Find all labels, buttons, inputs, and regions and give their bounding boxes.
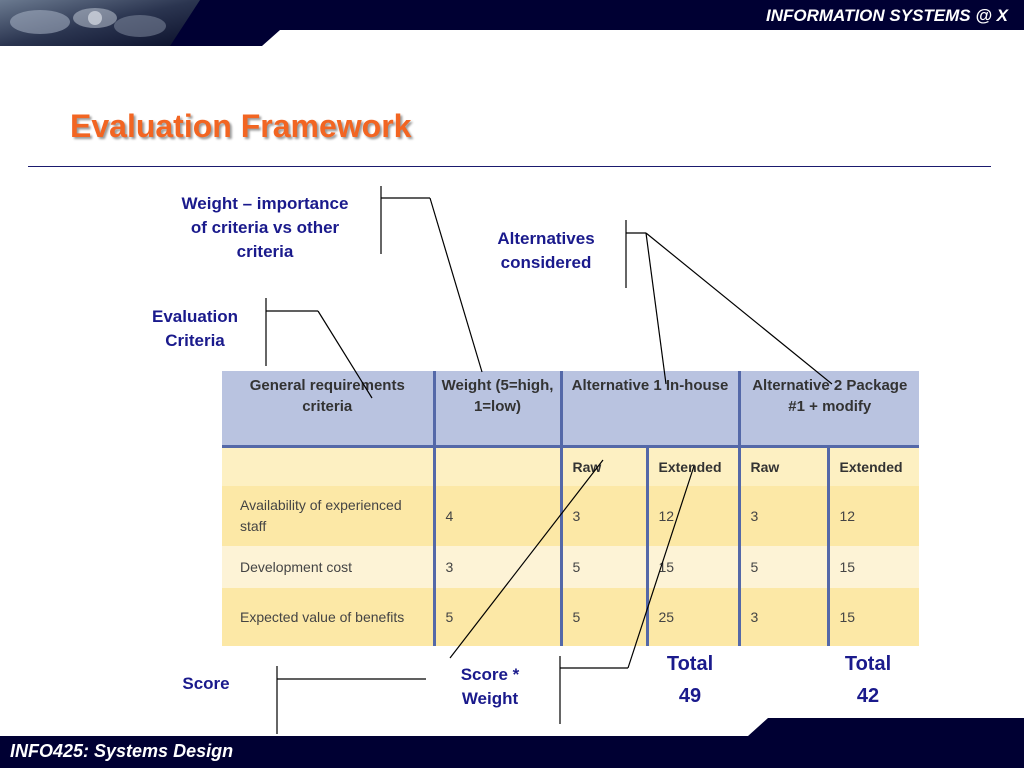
subheader-raw: Raw <box>739 447 828 487</box>
header-criteria: General requirements criteria <box>222 371 434 447</box>
alt2-extended-cell: 12 <box>828 486 919 546</box>
score-weight-annotation-line: Weight <box>461 689 519 708</box>
alt2-extended-cell: 15 <box>828 546 919 588</box>
alt2-raw-cell: 3 <box>739 486 828 546</box>
course-footer: INFO425: Systems Design <box>10 741 234 761</box>
alt2-raw-cell: 3 <box>739 588 828 646</box>
subheader-extended: Extended <box>828 447 919 487</box>
criteria-annotation-line: Evaluation <box>152 307 238 326</box>
alternatives-annotation-line: considered <box>500 253 592 272</box>
criterion-cell: Expected value of benefits <box>222 588 434 646</box>
criterion-cell: Availability of experienced staff <box>222 486 434 546</box>
slide-title: Evaluation Framework <box>70 108 412 144</box>
weight-cell: 4 <box>434 486 561 546</box>
header-alternative-1: Alternative 1 In-house <box>561 371 739 447</box>
alt1-extended-cell: 25 <box>647 588 739 646</box>
alt1-raw-cell: 3 <box>561 486 647 546</box>
weight-cell: 5 <box>434 588 561 646</box>
weight-annotation-line: criteria <box>236 242 294 261</box>
criteria-annotation-line: Criteria <box>165 331 225 350</box>
alt2-extended-cell: 15 <box>828 588 919 646</box>
total-value: 42 <box>856 685 880 707</box>
subheader-extended: Extended <box>647 447 739 487</box>
score-annotation: Score <box>182 674 230 693</box>
weight-annotation-line: Weight – importance <box>181 194 349 213</box>
weight-annotation-line: of criteria vs other <box>190 218 340 237</box>
weight-cell: 3 <box>434 546 561 588</box>
alt1-extended-cell: 15 <box>647 546 739 588</box>
subheader-raw: Raw <box>561 447 647 487</box>
total-value: 49 <box>678 685 702 707</box>
alternatives-annotation-line: Alternatives <box>497 229 595 248</box>
alt2-raw-cell: 5 <box>739 546 828 588</box>
header-alternative-2: Alternative 2 Package #1 + modify <box>739 371 919 447</box>
total-label: Total <box>844 653 892 675</box>
total-label: Total <box>666 653 714 675</box>
alt1-raw-cell: 5 <box>561 588 647 646</box>
alt1-raw-cell: 5 <box>561 546 647 588</box>
header-weight: Weight (5=high, 1=low) <box>434 371 561 447</box>
criterion-cell: Development cost <box>222 546 434 588</box>
alt1-extended-cell: 12 <box>647 486 739 546</box>
score-weight-annotation-line: Score * <box>460 665 520 684</box>
course-header: INFORMATION SYSTEMS @ X <box>766 6 1008 25</box>
